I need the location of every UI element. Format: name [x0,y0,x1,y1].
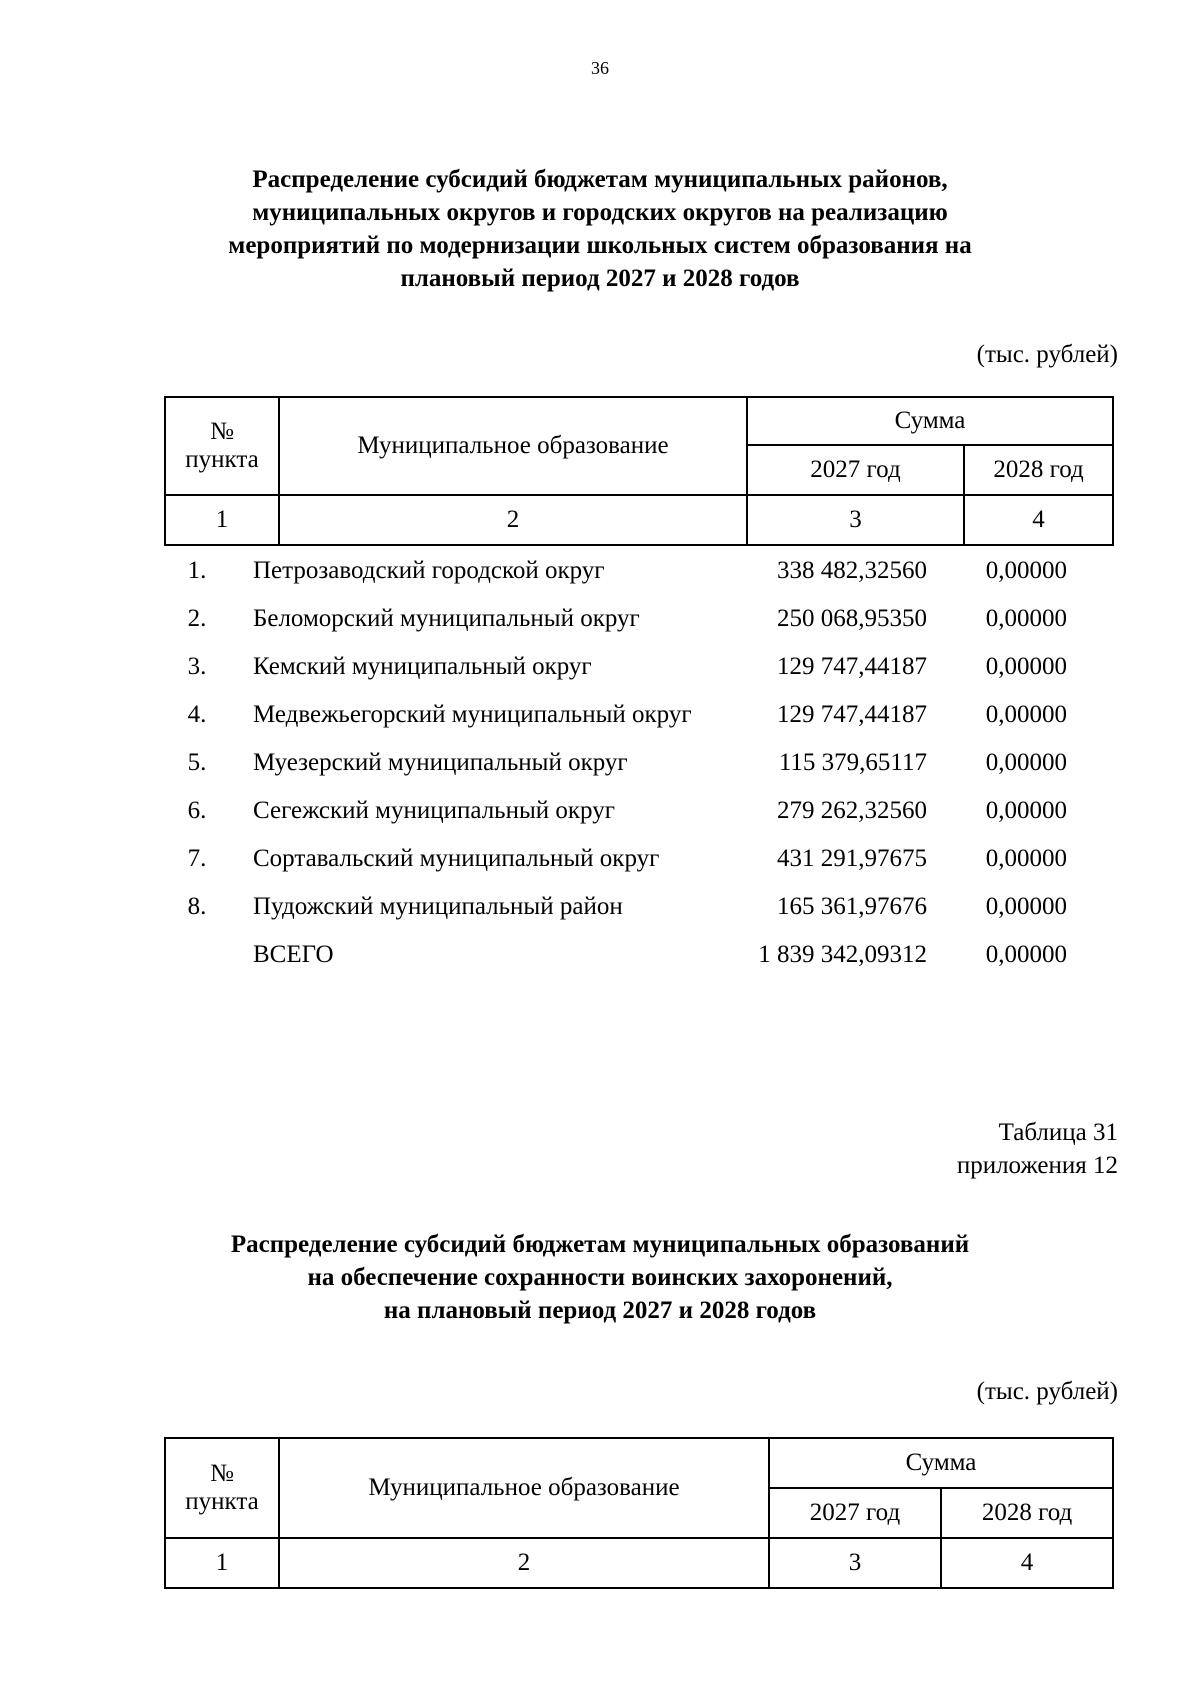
header-num [165,1438,279,1538]
header-year-2027: 2027 год [769,1488,941,1538]
row-value-2027: 129 747,44187 [777,701,927,728]
table-row [164,843,1104,874]
header-year-2028: 2028 год [964,445,1113,495]
header-num-symbol: № [210,1460,234,1487]
column-number-2: 2 [279,1538,769,1588]
column-number-4: 4 [964,495,1113,545]
title-line: на плановый период 2027 и 2028 годов [383,1297,817,1324]
column-number-1: 1 [165,1538,279,1588]
row-municipality: Сортавальский муниципальный округ [253,845,660,872]
section2-header-table [164,1437,1114,1589]
row-value-2028: 0,00000 [985,797,1067,824]
row-number: 4. [187,701,207,728]
header-sum: Сумма [769,1438,1113,1488]
column-number-3: 3 [747,495,964,545]
row-number: 7. [187,845,207,872]
row-value-2027: 129 747,44187 [777,653,927,680]
header-year-2027: 2027 год [747,445,964,495]
title-line: Распределение субсидий бюджетам муниципальных образований [230,1231,970,1258]
total-row [164,939,1104,970]
table-ref-line: Таблица 31 [998,1119,1118,1146]
column-number-3: 3 [769,1538,941,1588]
row-value-2028: 0,00000 [985,557,1067,584]
row-value-2028: 0,00000 [985,749,1067,776]
row-municipality: Петрозаводский городской округ [253,557,605,584]
row-number: 2. [187,605,207,632]
table-row [164,795,1104,826]
header-sum: Сумма [747,397,1113,445]
units-label: (тыс. рублей) [976,341,1118,368]
row-municipality: Кемский муниципальный округ [253,653,592,680]
units-label: (тыс. рублей) [976,1378,1118,1405]
total-value-2027: 1 839 342,09312 [758,941,927,968]
table-row [164,555,1104,586]
header-municipality: Муниципальное образование [279,1438,769,1538]
section1-header-table [164,396,1114,546]
table-reference [957,1116,1118,1182]
row-number: 1. [187,557,207,584]
row-number: 3. [187,653,207,680]
table-row [164,651,1104,682]
row-value-2028: 0,00000 [985,605,1067,632]
row-municipality: Пудожский муниципальный район [253,893,623,920]
row-value-2027: 165 361,97676 [777,893,927,920]
row-value-2027: 250 068,95350 [777,605,927,632]
title-line: плановый период 2027 и 2028 годов [400,265,800,292]
row-value-2028: 0,00000 [985,701,1067,728]
title-line: мероприятий по модернизации школьных систем образования на [228,232,972,259]
total-label: ВСЕГО [253,941,334,968]
row-number: 5. [187,749,207,776]
table-ref-line: приложения 12 [956,1152,1118,1179]
header-num-label: пункта [185,1488,259,1515]
table-row [164,699,1104,730]
section2-title [150,1228,1050,1327]
section1-title [150,163,1050,295]
table-row [164,891,1104,922]
row-value-2028: 0,00000 [985,653,1067,680]
header-num-symbol: № [210,418,234,445]
column-number-4: 4 [941,1538,1113,1588]
page-number: 36 [591,58,609,78]
row-value-2027: 338 482,32560 [777,557,927,584]
header-num-label: пункта [185,446,259,473]
row-municipality: Муезерский муниципальный округ [253,749,628,776]
row-value-2027: 431 291,97675 [777,845,927,872]
row-value-2028: 0,00000 [985,893,1067,920]
section1-data-rows [164,555,1104,987]
row-municipality: Сегежский муниципальный округ [253,797,615,824]
header-year-2028: 2028 год [941,1488,1113,1538]
table-row [164,603,1104,634]
table-row [164,747,1104,778]
row-value-2028: 0,00000 [985,845,1067,872]
column-number-1: 1 [165,495,279,545]
title-line: на обеспечение сохранности воинских захоронений, [307,1264,893,1291]
row-number: 8. [187,893,207,920]
row-number: 6. [187,797,207,824]
title-line: Распределение субсидий бюджетам муниципальных районов, [252,166,948,193]
title-line: муниципальных округов и городских округов на реализацию [252,199,948,226]
header-num [165,397,279,495]
row-municipality: Беломорский муниципальный округ [253,605,640,632]
total-value-2028: 0,00000 [985,941,1067,968]
row-value-2027: 279 262,32560 [777,797,927,824]
header-municipality: Муниципальное образование [279,397,747,495]
row-value-2027: 115 379,65117 [778,749,927,776]
column-number-2: 2 [279,495,747,545]
row-municipality: Медвежьегорский муниципальный округ [253,701,692,728]
